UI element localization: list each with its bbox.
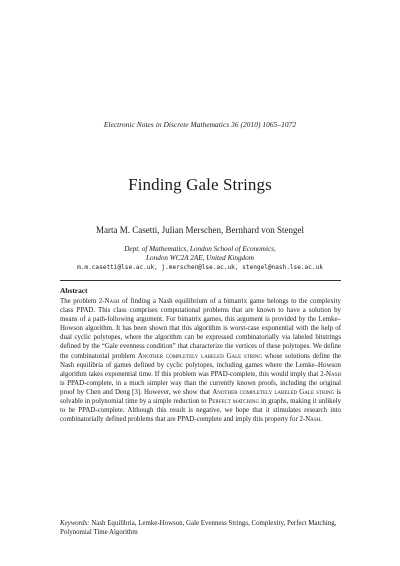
problem-name-2nash: Nash — [326, 370, 341, 378]
abstract-text-run: is solvable in polynomial time by a simple reduction to — [60, 388, 341, 406]
problem-name-2nash: Nash — [104, 298, 120, 305]
abstract-text-run: . — [320, 416, 322, 424]
author-list: Marta M. Casetti, Julian Merschen, Bernhard von Stengel — [96, 225, 304, 235]
abstract-text-run: of finding a Nash equilibrium of a bimatrix game belongs to the complexity class PPAD. This class comprises computational problems that are known to have a solution by means of a path-following argument. For bimatrix games, this argument is provided by the Lemke–Howson algorithm. It has been shown that this algorithm is worst-case exponential with the help of dual cyclic polytopes, where the algorithm can be expressed combinatorially via labeled bitstrings defined by the “Gale evenness condition” that characterize the vertices of these polytopes. We define the combinatorial problem — [60, 298, 341, 360]
abstract-divider — [60, 280, 341, 281]
abstract-heading: Abstract — [60, 286, 88, 295]
problem-name-perfect-matching: Perfect matching — [208, 398, 260, 406]
keywords-list: Nash Equilibria, Lemke-Howson, Gale Evenness Strings, Complexity, Perfect Matching, Polynomial Time Algorithm — [60, 520, 337, 537]
author-emails: m.m.casetti@lse.ac.uk, j.merschen@lse.ac.uk, stengel@nash.lse.ac.uk — [77, 264, 323, 271]
paper-title: Finding Gale Strings — [128, 175, 272, 194]
keywords-line — [60, 519, 341, 537]
journal-citation: Electronic Notes in Discrete Mathematics 36 (2010) 1065–1072 — [103, 120, 297, 129]
problem-name-another-gale-string: Another completely labeled Gale string — [137, 352, 262, 360]
abstract-text-run: in graphs, making it unlikely to be PPAD-complete. Although this result is negative, we hope that it stimulates research into combinatorially defined problems that are PPAD-complete and imply this property for 2- — [60, 398, 341, 424]
abstract-text — [60, 297, 341, 424]
problem-name-2nash: Nash — [305, 416, 321, 424]
problem-name-another-gale-string: Another completely labeled Gale string — [212, 388, 335, 396]
affiliation-block — [0, 245, 400, 272]
affiliation-department: Dept. of Mathematics, London School of Economics, — [124, 245, 276, 253]
abstract-text-run: The problem 2- — [60, 298, 105, 305]
abstract-text-run: is PPAD-complete, in a much simpler way than the currently known proofs, including the original proof by Chen and Deng [3]. However, we show that — [60, 379, 341, 396]
keywords-label: Keywords: — [60, 520, 90, 527]
abstract-text-run: whose solutions define the Nash equilibria of games defined by cyclic polytopes, including games where the Lemke–Howson algorithm takes exponential time. If this problem was PPAD-complete, this would imply that 2- — [60, 352, 341, 378]
affiliation-address: London WC2A 2AE, United Kingdom — [146, 254, 254, 262]
